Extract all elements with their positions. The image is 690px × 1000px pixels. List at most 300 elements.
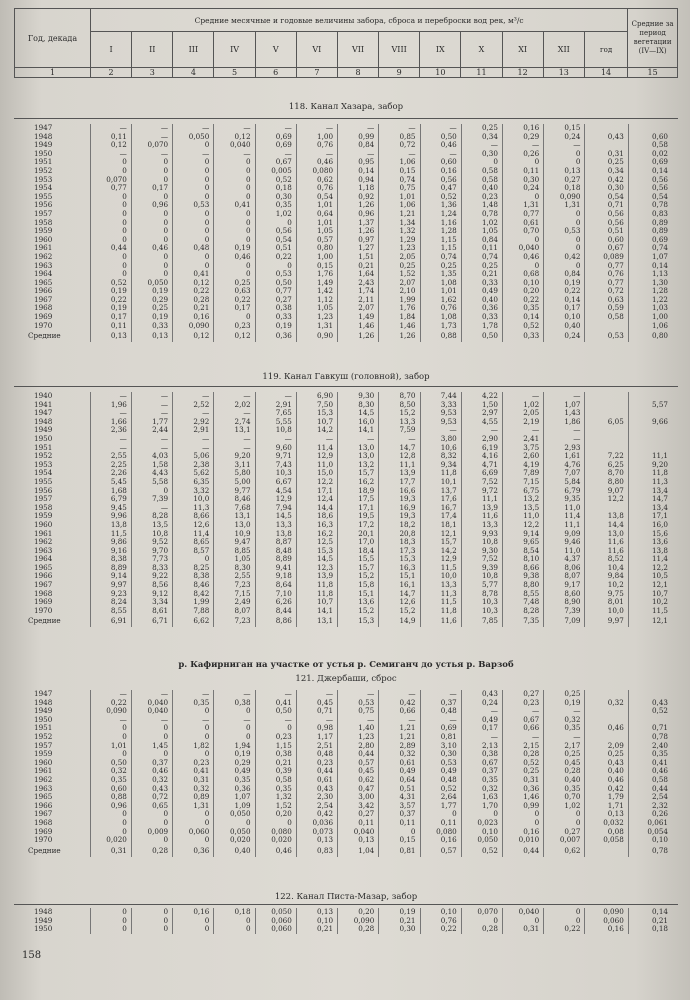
value-cell: 0,21	[255, 759, 296, 768]
year-cell: 1955	[34, 477, 53, 486]
value-cell: 0,20	[255, 810, 296, 819]
value-cell: 0,35	[461, 776, 502, 785]
value-cell: 0,005	[255, 167, 296, 176]
divider	[14, 386, 678, 387]
year-cell: 1956	[34, 486, 53, 495]
value-cell: 1,66	[90, 418, 131, 427]
value-cell: 0,58	[255, 776, 296, 785]
value-cell: 0,13	[338, 836, 379, 845]
value-cell	[585, 444, 628, 453]
table-row	[14, 244, 678, 253]
value-cell: —	[502, 707, 543, 716]
vegetation-cell	[628, 716, 678, 725]
value-cell: 0,40	[461, 296, 502, 305]
value-cell: 4,31	[379, 793, 420, 802]
value-cell: 13,8	[90, 521, 131, 530]
value-cell: 0,060	[255, 917, 296, 926]
column-number: 12	[502, 68, 543, 78]
value-cell: 0	[544, 819, 585, 828]
value-cell: 0,61	[296, 776, 337, 785]
value-cell: 0	[131, 158, 172, 167]
value-cell: 0	[214, 219, 255, 228]
value-cell: 0,69	[420, 724, 461, 733]
table-row	[14, 802, 678, 811]
year-cell: 1951	[34, 724, 53, 733]
value-cell: 9,53	[420, 418, 461, 427]
value-cell: 11,8	[296, 590, 337, 599]
value-cell: 0	[420, 810, 461, 819]
value-cell: 11,1	[461, 495, 502, 504]
value-cell: 0,76	[420, 917, 461, 926]
value-cell: 9,07	[585, 487, 628, 496]
value-cell: —	[296, 690, 337, 699]
value-cell	[585, 845, 628, 857]
value-cell: 0,22	[544, 925, 585, 934]
vegetation-cell: 0,78	[628, 733, 678, 742]
table-row	[14, 512, 678, 521]
value-cell: 11,5	[90, 530, 131, 539]
page-number: 158	[22, 950, 42, 961]
year-cell: 1968	[34, 818, 53, 827]
value-cell: 0,28	[338, 925, 379, 934]
year-cell: 1968	[34, 304, 53, 313]
value-cell: 9,96	[90, 512, 131, 521]
value-cell: 1,12	[296, 296, 337, 305]
value-cell: —	[173, 150, 214, 159]
value-cell: 0,24	[502, 184, 543, 193]
value-cell: —	[420, 124, 461, 133]
value-cell: 1,15	[255, 742, 296, 751]
value-cell: 0	[214, 313, 255, 322]
value-cell: 0,090	[338, 917, 379, 926]
value-cell: 0,040	[502, 908, 543, 917]
value-cell: 2,89	[379, 742, 420, 751]
value-cell: 0	[131, 270, 172, 279]
value-cell: 1,06	[379, 201, 420, 210]
value-cell: 2,43	[338, 279, 379, 288]
value-cell: 0,27	[544, 176, 585, 185]
value-cell: 0	[173, 219, 214, 228]
value-cell: 0,77	[585, 262, 628, 271]
value-cell: 0,10	[461, 828, 502, 837]
value-cell: 9,86	[90, 538, 131, 547]
value-cell: 1,08	[420, 279, 461, 288]
value-cell: 0	[379, 828, 420, 837]
value-cell: 0,070	[461, 908, 502, 917]
table-row	[14, 555, 678, 564]
value-cell: 0,25	[544, 690, 585, 699]
value-cell: 1,62	[420, 296, 461, 305]
value-cell: 0,35	[502, 304, 543, 313]
value-cell: —	[461, 733, 502, 742]
value-cell: 0	[461, 158, 502, 167]
value-cell: 0,25	[461, 262, 502, 271]
value-cell: 0	[90, 819, 131, 828]
value-cell: 0,22	[544, 287, 585, 296]
value-cell: 18,9	[338, 487, 379, 496]
column-number: 14	[584, 68, 627, 78]
value-cell: 0	[214, 819, 255, 828]
value-cell: 0,96	[131, 201, 172, 210]
value-cell: 0,35	[544, 785, 585, 794]
value-cell: 0,25	[214, 279, 255, 288]
value-cell: 0	[90, 253, 131, 262]
table-row	[14, 767, 678, 776]
value-cell: 12,1	[420, 530, 461, 539]
value-cell: 0,32	[131, 776, 172, 785]
value-cell: 10,7	[296, 598, 337, 607]
value-cell: 0,56	[585, 219, 628, 228]
value-cell: 0,66	[379, 707, 420, 716]
table-row	[14, 598, 678, 607]
month-header: III	[173, 32, 214, 68]
value-cell: —	[338, 124, 379, 133]
value-cell: 8,07	[544, 572, 585, 581]
vegetation-cell: 0,14	[628, 262, 678, 271]
value-cell: 0,23	[173, 759, 214, 768]
value-cell: 0,18	[544, 184, 585, 193]
value-cell: 12,3	[296, 564, 337, 573]
value-cell: 1,00	[296, 253, 337, 262]
value-cell: 0,53	[338, 699, 379, 708]
value-cell: 15,2	[338, 572, 379, 581]
value-cell: 11,6	[585, 547, 628, 556]
value-cell: 3,32	[173, 487, 214, 496]
year-cell: 1953	[34, 460, 53, 469]
value-cell: 0,35	[255, 201, 296, 210]
year-cell: 1947	[34, 690, 53, 698]
value-cell: 0	[502, 193, 543, 202]
value-cell: 0	[131, 219, 172, 228]
value-cell: 7,09	[544, 615, 585, 627]
divider	[14, 904, 678, 905]
value-cell: 0,15	[379, 167, 420, 176]
year-cell: 1961	[34, 529, 53, 538]
value-cell: 0,67	[461, 759, 502, 768]
value-cell: 0,59	[585, 304, 628, 313]
value-cell: 0,54	[255, 236, 296, 245]
value-cell: 1,64	[338, 270, 379, 279]
table-row	[14, 750, 678, 759]
table-row	[14, 124, 678, 133]
value-cell: 0	[214, 193, 255, 202]
year-cell: 1960	[34, 235, 53, 244]
value-cell: 1,05	[296, 227, 337, 236]
value-cell: 14,5	[255, 512, 296, 521]
value-cell: 1,09	[214, 802, 255, 811]
value-cell: 0,16	[585, 925, 628, 934]
value-cell: 13,8	[255, 530, 296, 539]
value-cell: 0,060	[173, 828, 214, 837]
value-cell: 13,6	[338, 598, 379, 607]
vegetation-cell: 0,89	[628, 227, 678, 236]
value-cell: 2,11	[338, 296, 379, 305]
value-cell: 17,3	[379, 547, 420, 556]
table-row	[14, 716, 678, 725]
value-cell: 1,70	[461, 802, 502, 811]
value-cell: 0,17	[544, 304, 585, 313]
value-cell: 0	[131, 167, 172, 176]
table-row	[14, 227, 678, 236]
vegetation-cell: 1,03	[628, 304, 678, 313]
value-cell: 11,6	[585, 538, 628, 547]
value-cell: —	[173, 716, 214, 725]
average-label: Средние	[28, 331, 61, 341]
value-cell: 10,1	[420, 478, 461, 487]
value-cell: 13,3	[461, 521, 502, 530]
value-cell: —	[379, 150, 420, 159]
value-cell: 17,2	[338, 521, 379, 530]
value-cell: —	[296, 435, 337, 444]
value-cell	[585, 707, 628, 716]
value-cell: 0	[544, 262, 585, 271]
value-cell: 15,2	[379, 409, 420, 418]
value-cell: 1,01	[296, 219, 337, 228]
value-cell: —	[131, 444, 172, 453]
year-cell: 1950	[34, 715, 53, 724]
value-cell: 0	[544, 210, 585, 219]
value-cell: 9,97	[585, 615, 628, 627]
value-cell: 0	[131, 210, 172, 219]
value-cell: 0,08	[585, 828, 628, 837]
value-cell: 0,24	[544, 330, 585, 342]
vegetation-cell: 0,18	[628, 925, 678, 934]
value-cell: 17,7	[379, 478, 420, 487]
value-cell: 14,5	[296, 555, 337, 564]
value-cell: 0,34	[585, 167, 628, 176]
vegetation-cell: 0,21	[628, 917, 678, 926]
value-cell: 0,12	[173, 330, 214, 342]
value-cell: 0,090	[544, 193, 585, 202]
value-cell: 17,5	[338, 495, 379, 504]
value-cell: —	[502, 392, 543, 401]
value-cell: 20,8	[379, 530, 420, 539]
value-cell: 4,55	[461, 418, 502, 427]
value-cell: 13,1	[214, 426, 255, 435]
value-cell: 11,0	[296, 461, 337, 470]
value-cell: 13,0	[585, 530, 628, 539]
value-cell: 0	[90, 236, 131, 245]
value-cell: 7,88	[173, 607, 214, 616]
value-cell: 0,020	[90, 836, 131, 845]
value-cell: 12,2	[296, 478, 337, 487]
value-cell	[585, 322, 628, 331]
value-cell: 0,42	[585, 176, 628, 185]
table-row	[14, 167, 678, 176]
table-row	[14, 304, 678, 313]
value-cell: 10,4	[585, 564, 628, 573]
value-cell: 9,14	[90, 572, 131, 581]
value-cell: 0,11	[90, 322, 131, 331]
value-cell: 0,49	[379, 767, 420, 776]
value-cell: 1,46	[379, 322, 420, 331]
value-cell: 0,089	[585, 253, 628, 262]
value-cell: 8,10	[502, 555, 543, 564]
value-cell: 14,5	[338, 409, 379, 418]
value-cell: —	[214, 690, 255, 699]
value-cell: 0,43	[585, 133, 628, 142]
value-cell: 0,52	[420, 785, 461, 794]
value-cell: 15,3	[379, 555, 420, 564]
table-row	[14, 504, 678, 513]
value-cell: 0	[461, 810, 502, 819]
value-cell: 7,65	[255, 409, 296, 418]
value-cell: 15,7	[420, 538, 461, 547]
value-cell: —	[255, 690, 296, 699]
value-cell: 0,20	[502, 287, 543, 296]
value-cell: 0,58	[585, 313, 628, 322]
year-cell: 1947	[34, 409, 53, 418]
value-cell: 0,45	[296, 699, 337, 708]
value-cell: 5,00	[214, 478, 255, 487]
value-cell: 14,4	[585, 521, 628, 530]
value-cell: 16,7	[420, 504, 461, 513]
value-cell: 2,05	[502, 409, 543, 418]
value-cell: 3,10	[420, 742, 461, 751]
value-cell: 0,13	[296, 908, 337, 917]
year-cell: 1969	[34, 313, 53, 322]
value-cell: 8,48	[255, 547, 296, 556]
year-cell: 1962	[34, 252, 53, 261]
value-cell: 0	[214, 733, 255, 742]
value-cell: 11,6	[461, 512, 502, 521]
year-total-header: год	[584, 32, 627, 68]
value-cell: 0,33	[461, 313, 502, 322]
value-cell: 0	[173, 184, 214, 193]
value-cell: —	[90, 716, 131, 725]
value-cell: 1,26	[379, 330, 420, 342]
value-cell: 9,39	[461, 564, 502, 573]
value-cell: 1,06	[379, 158, 420, 167]
value-cell: 0,19	[255, 322, 296, 331]
value-cell: —	[131, 392, 172, 401]
value-cell: 0,46	[131, 244, 172, 253]
value-cell: 17,6	[420, 495, 461, 504]
year-cell: 1955	[34, 192, 53, 201]
value-cell: 0,13	[296, 836, 337, 845]
value-cell: 0,62	[296, 176, 337, 185]
vegetation-cell: 0,54	[628, 193, 678, 202]
year-cell: 1961	[34, 244, 53, 253]
value-cell: 8,56	[131, 581, 172, 590]
value-cell: 2,38	[173, 461, 214, 470]
value-cell: 0,60	[420, 158, 461, 167]
value-cell	[585, 409, 628, 418]
year-cell: 1970	[34, 606, 53, 615]
value-cell: 1,86	[544, 418, 585, 427]
value-cell: 6,79	[90, 495, 131, 504]
value-cell: 0,67	[502, 716, 543, 725]
value-cell: 0,36	[461, 304, 502, 313]
value-cell: 2,44	[131, 426, 172, 435]
value-cell: 2,60	[502, 452, 543, 461]
value-cell: 18,3	[379, 538, 420, 547]
value-cell: 1,51	[338, 253, 379, 262]
value-cell: 0	[544, 219, 585, 228]
vegetation-cell	[628, 435, 678, 444]
river-section-heading: р. Кафирниган на участке от устья р. Семиганч до устья р. Варзоб	[178, 660, 514, 670]
value-cell	[585, 124, 628, 133]
value-cell: 7,15	[214, 590, 255, 599]
value-cell: 7,52	[461, 555, 502, 564]
year-cell: 1970	[34, 836, 53, 845]
value-cell: 13,9	[461, 504, 502, 513]
table-row	[14, 313, 678, 322]
value-cell: 7,94	[255, 504, 296, 513]
value-cell: 0,040	[502, 244, 543, 253]
value-cell: 1,58	[131, 461, 172, 470]
value-cell: 0,37	[420, 699, 461, 708]
value-cell: 5,62	[173, 469, 214, 478]
table-row	[14, 287, 678, 296]
value-cell: 1,99	[173, 598, 214, 607]
value-cell: 1,76	[379, 304, 420, 313]
value-cell: 0	[461, 917, 502, 926]
value-cell: 0,14	[338, 167, 379, 176]
year-cell: 1960	[34, 758, 53, 767]
value-cell: 1,49	[296, 279, 337, 288]
value-cell: 0	[173, 810, 214, 819]
value-cell: 2,80	[338, 742, 379, 751]
column-number: 3	[132, 68, 173, 78]
value-cell: 0,38	[214, 699, 255, 708]
value-cell: 15,2	[338, 607, 379, 616]
value-cell: 2,07	[379, 279, 420, 288]
value-cell: 10,0	[585, 607, 628, 616]
value-cell: 0,020	[214, 836, 255, 845]
value-cell: 0,53	[420, 759, 461, 768]
value-cell: 0,23	[461, 193, 502, 202]
value-cell: 0,49	[420, 767, 461, 776]
value-cell: 1,61	[544, 452, 585, 461]
table-row	[14, 785, 678, 794]
value-cell: 10,9	[214, 530, 255, 539]
value-cell: 0	[90, 908, 131, 917]
value-cell: 0,11	[338, 819, 379, 828]
value-cell: 0,77	[90, 184, 131, 193]
value-cell: —	[90, 444, 131, 453]
year-cell: 1953	[34, 175, 53, 184]
value-cell: —	[379, 435, 420, 444]
value-cell: 0	[544, 158, 585, 167]
vegetation-cell: 10,2	[628, 598, 678, 607]
table-row	[14, 262, 678, 271]
value-cell: 0,56	[585, 210, 628, 219]
column-number: 11	[461, 68, 502, 78]
value-cell: 6,79	[544, 487, 585, 496]
value-cell: 6,67	[255, 478, 296, 487]
value-cell: 0,30	[420, 750, 461, 759]
value-cell: —	[214, 409, 255, 418]
value-cell: 16,9	[379, 504, 420, 513]
value-cell: 1,05	[296, 304, 337, 313]
value-cell: 14,1	[338, 426, 379, 435]
value-cell: 0,69	[255, 141, 296, 150]
value-cell: 0,74	[420, 253, 461, 262]
table-row	[14, 444, 678, 453]
value-cell: 12,6	[173, 521, 214, 530]
table-row	[14, 495, 678, 504]
value-cell: 1,63	[461, 793, 502, 802]
value-cell: 0,21	[338, 262, 379, 271]
value-cell: 8,28	[502, 607, 543, 616]
value-cell: 0,98	[296, 724, 337, 733]
value-cell: 0,10	[296, 917, 337, 926]
value-cell: 0,70	[502, 227, 543, 236]
value-cell: 0,21	[379, 917, 420, 926]
value-cell: 2,09	[585, 742, 628, 751]
value-cell	[585, 435, 628, 444]
